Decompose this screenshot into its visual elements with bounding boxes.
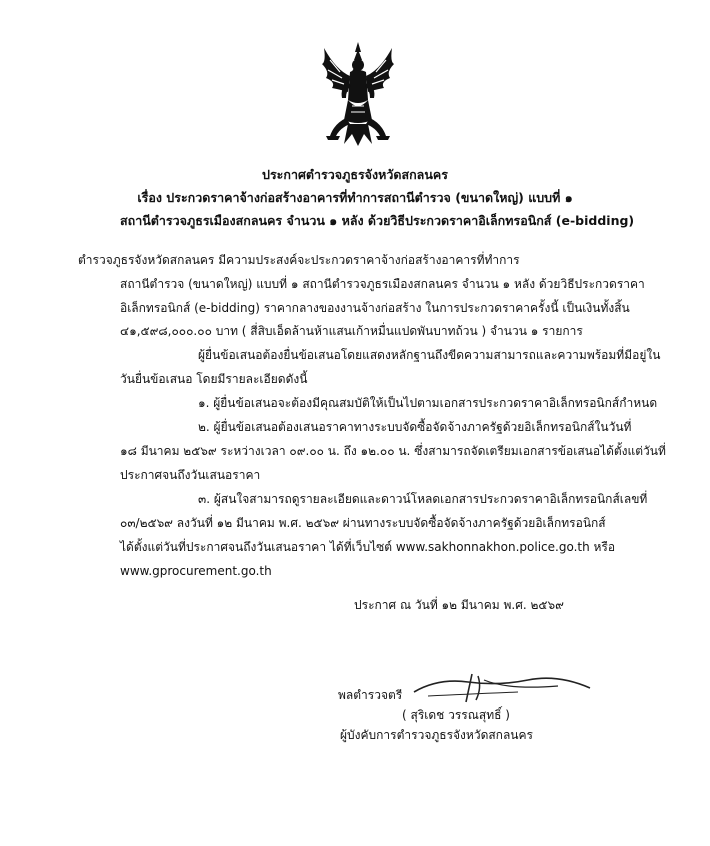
body-line: www.gprocurement.go.th [120, 564, 272, 578]
body-line: ผู้ยื่นข้อเสนอต้องยื่นข้อเสนอโดยแสดงหลักฐานถึงขีดความสามารถและความพร้อมที่มีอยู่ใน [198, 348, 661, 362]
title-line-3: สถานีตำรวจภูธรเมืองสกลนคร จำนวน ๑ หลัง ด้วยวิธีประกวดราคาอิเล็กทรอนิกส์ (e-bidding) [120, 213, 635, 228]
body-line: สถานีตำรวจ (ขนาดใหญ่) แบบที่ ๑ สถานีตำรวจภูธรเมืองสกลนคร จำนวน ๑ หลัง ด้วยวิธีประกวดราคา [120, 277, 645, 291]
body-line: ตำรวจภูธรจังหวัดสกลนคร มีความประสงค์จะประกวดราคาจ้างก่อสร้างอาคารที่ทำการ [78, 253, 520, 267]
announcement-title [120, 163, 635, 232]
body-line: ได้ตั้งแต่วันที่ประกาศจนถึงวันเสนอราคา ได้ที่เว็บไซต์ www.sakhonnakhon.police.go.th หรือ [120, 540, 616, 554]
body-line: วันยื่นข้อเสนอ โดยมีรายละเอียดดังนี้ [120, 372, 308, 386]
body-line: อิเล็กทรอนิกส์ (e-bidding) ราคากลางของงานจ้างก่อสร้าง ในการประกวดราคาครั้งนี้ เป็นเงินทั้งสิ้น [120, 301, 630, 315]
signer-position: ผู้บังคับการตำรวจภูธรจังหวัดสกลนคร [340, 728, 533, 742]
body-line: ๑๘ มีนาคม ๒๕๖๙ ระหว่างเวลา ๐๙.๐๐ น. ถึง ๑๒.๐๐ น. ซึ่งสามารถจัดเตรียมเอกสารข้อเสนอได้ตั้งแต่วันที่ [120, 444, 666, 458]
list-item: ๒. ผู้ยื่นข้อเสนอต้องเสนอราคาทางระบบจัดซื้อจัดจ้างภาครัฐด้วยอิเล็กทรอนิกส์ในวันที่ [198, 420, 632, 434]
title-line-2: เรื่อง ประกวดราคาจ้างก่อสร้างอาคารที่ทำการสถานีตำรวจ (ขนาดใหญ่) แบบที่ ๑ [137, 190, 573, 205]
body-line: ประกาศจนถึงวันเสนอราคา [120, 468, 261, 482]
list-item: ๑. ผู้ยื่นข้อเสนอจะต้องมีคุณสมบัติให้เป็นไปตามเอกสารประกวดราคาอิเล็กทรอนิกส์กำหนด [198, 396, 658, 410]
handwritten-signature [408, 670, 598, 706]
garuda-emblem-icon [318, 40, 398, 148]
body-line: ๔๑,๕๙๘,๐๐๐.๐๐ บาท ( สี่สิบเอ็ดล้านห้าแสนเก้าหมื่นแปดพันบาทถ้วน ) จำนวน ๑ รายการ [120, 324, 583, 338]
signer-rank: พลตำรวจตรี [338, 688, 403, 702]
signer-name: ( สุริเดช วรรณสุทธิ์ ) [402, 708, 510, 722]
list-item: ๓. ผู้สนใจสามารถดูรายละเอียดและดาวน์โหลดเอกสารประกวดราคาอิเล็กทรอนิกส์เลขที่ [198, 492, 648, 506]
title-line-1: ประกาศตำรวจภูธรจังหวัดสกลนคร [262, 167, 448, 182]
body-line: ๐๓/๒๕๖๙ ลงวันที่ ๑๒ มีนาคม พ.ศ. ๒๕๖๙ ผ่านทางระบบจัดซื้อจัดจ้างภาครัฐด้วยอิเล็กทรอนิกส์ [120, 516, 606, 530]
signature-block [290, 670, 610, 750]
announcement-date: ประกาศ ณ วันที่ ๑๒ มีนาคม พ.ศ. ๒๕๖๙ [354, 598, 564, 612]
